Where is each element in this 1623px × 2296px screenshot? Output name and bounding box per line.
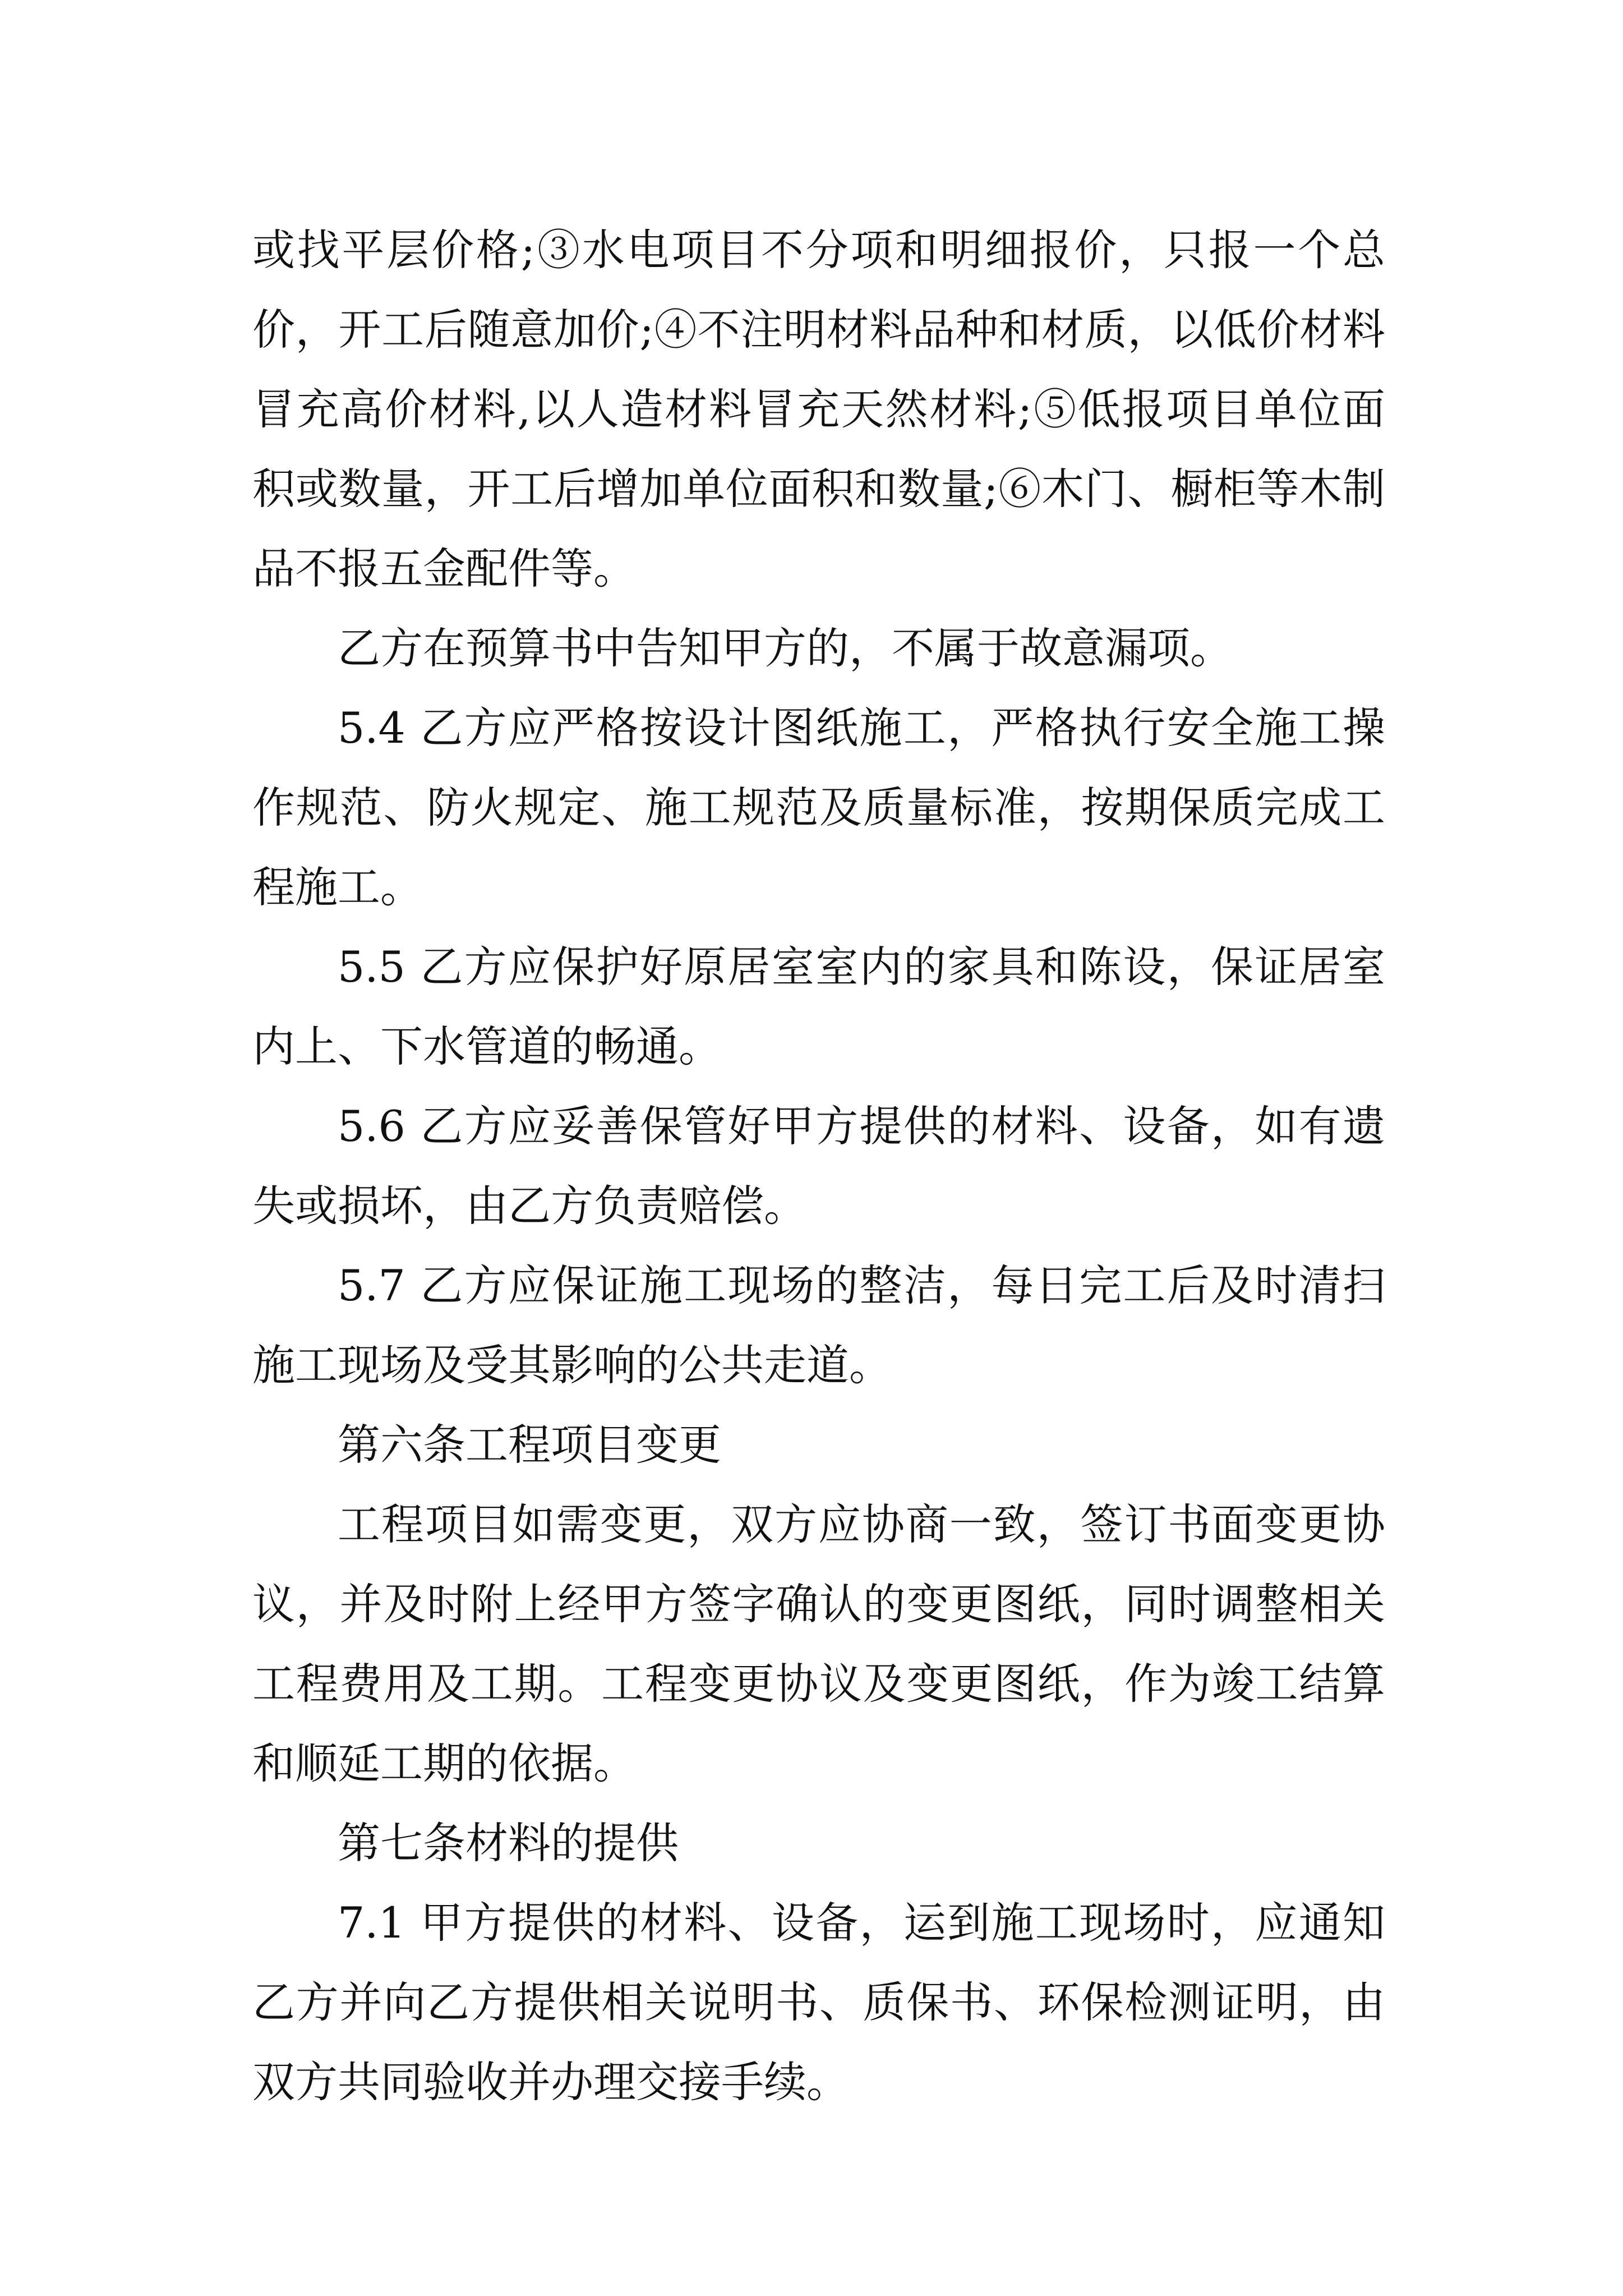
- paragraph-clause-5-7: 5.7 乙方应保证施工现场的整洁，每日完工后及时清扫施工现场及受其影响的公共走道。: [252, 1260, 1385, 1390]
- section-heading-article-7: 第七条材料的提供: [338, 1818, 679, 1868]
- paragraph-budget-notice: 乙方在预算书中告知甲方的，不属于故意漏项。: [338, 623, 1233, 673]
- paragraph-clause-5-5: 5.5 乙方应保护好原居室室内的家具和陈设，保证居室内上、下水管道的畅通。: [252, 942, 1385, 1071]
- section-heading-article-6: 第六条工程项目变更: [338, 1420, 721, 1470]
- paragraph-continuation: 或找平层价格;③水电项目不分项和明细报价，只报一个总价，开工后随意加价;④不注明材料品种和材质，以低价材料冒充高价材料,以人造材料冒充天然材料;⑤低报项目单位面积或数量，开工后增加单位面积和数量;⑥木门、橱柜等木制品不报五金配件等。: [252, 225, 1385, 593]
- paragraph-clause-5-4: 5.4 乙方应严格按设计图纸施工，严格执行安全施工操作规范、防火规定、施工规范及质量标准，按期保质完成工程施工。: [252, 703, 1385, 912]
- paragraph-clause-5-6: 5.6 乙方应妥善保管好甲方提供的材料、设备，如有遗失或损坏，由乙方负责赔偿。: [252, 1101, 1385, 1231]
- paragraph-clause-7-1: 7.1 甲方提供的材料、设备，运到施工现场时，应通知乙方并向乙方提供相关说明书、质保书、环保检测证明，由双方共同验收并办理交接手续。: [252, 1898, 1385, 2107]
- document-body: [252, 210, 1385, 2122]
- paragraph-article-6-body: 工程项目如需变更，双方应协商一致，签订书面变更协议，并及时附上经甲方签字确认的变更图纸，同时调整相关工程费用及工期。工程变更协议及变更图纸，作为竣工结算和顺延工期的依据。: [252, 1499, 1385, 1788]
